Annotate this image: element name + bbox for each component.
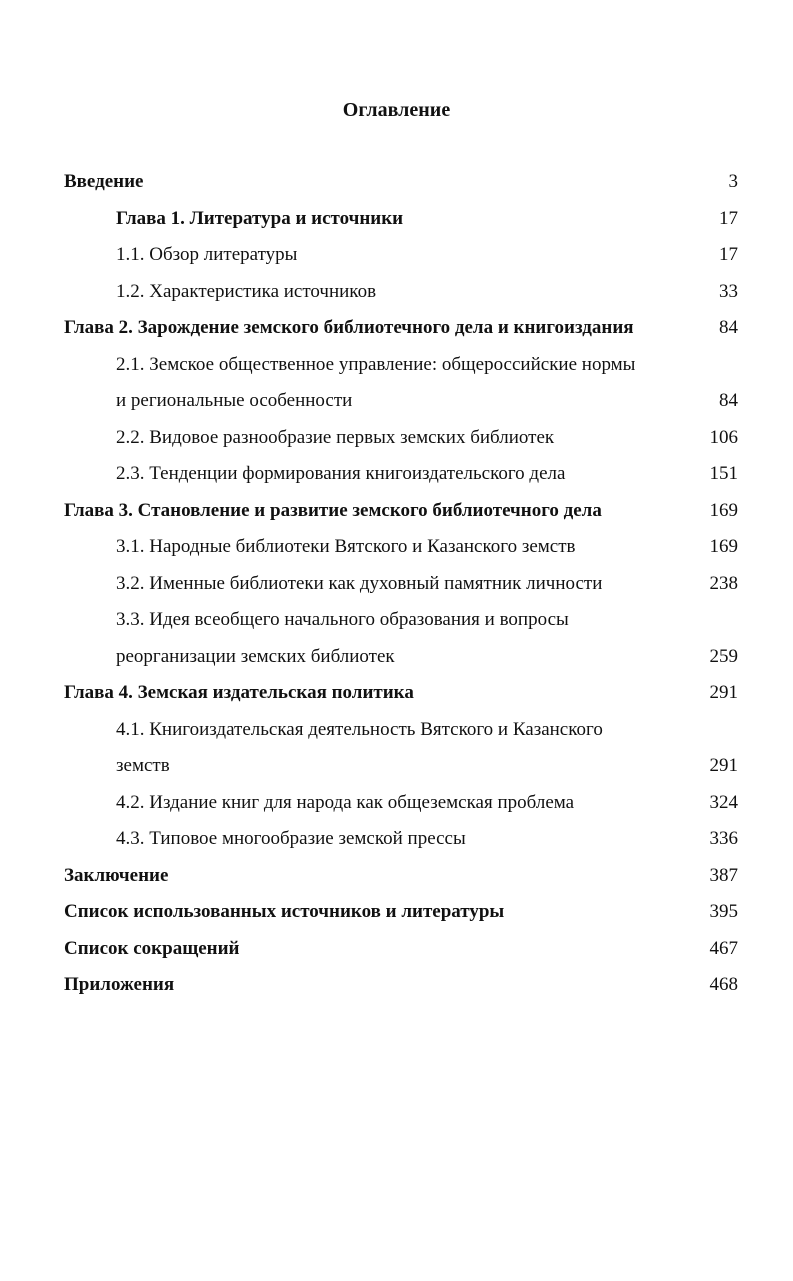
toc-entry[interactable] — [64, 971, 738, 998]
toc-entry-title: 3.2. Именные библиотеки как духовный памятник личности — [116, 572, 603, 594]
table-of-contents — [64, 168, 738, 1008]
toc-entry-title: 3.1. Народные библиотеки Вятского и Казанского земств — [116, 536, 576, 557]
toc-entry[interactable] — [64, 898, 738, 925]
toc-entry[interactable] — [64, 351, 738, 378]
toc-entry-title: 1.1. Обзор литературы — [116, 244, 298, 265]
toc-entry-page-number: 395 — [709, 901, 738, 922]
toc-entry-page-number: 291 — [709, 682, 738, 703]
toc-entry-title: 4.1. Книгоиздательская деятельность Вятского и Казанского — [116, 718, 603, 740]
toc-entry[interactable] — [64, 643, 738, 670]
toc-entry-title: 3.3. Идея всеобщего начального образования и вопросы — [116, 609, 569, 630]
toc-entry-page-number: 84 — [719, 390, 738, 411]
toc-entry-page-number: 336 — [709, 828, 738, 849]
toc-entry[interactable] — [64, 168, 738, 195]
toc-entry-page-number: 467 — [709, 937, 738, 959]
toc-entry-title: Глава 3. Становление и развитие земского библиотечного дела — [64, 499, 602, 521]
toc-entry-page-number: 84 — [719, 317, 738, 338]
toc-entry-title: земств — [116, 755, 170, 776]
toc-entry-page-number: 259 — [709, 645, 738, 667]
toc-entry-page-number: 33 — [719, 280, 738, 302]
toc-entry[interactable] — [64, 789, 738, 816]
toc-entry-page-number: 3 — [728, 171, 738, 192]
toc-entry[interactable] — [64, 752, 738, 779]
toc-entry[interactable] — [64, 570, 738, 597]
toc-entry-title: Приложения — [64, 974, 175, 995]
toc-entry[interactable] — [64, 314, 738, 341]
toc-entry-title: 1.2. Характеристика источников — [116, 280, 377, 302]
toc-entry-title: 2.1. Земское общественное управление: общероссийские нормы — [116, 353, 636, 375]
toc-entry[interactable] — [64, 387, 738, 414]
toc-entry-title: реорганизации земских библиотек — [116, 645, 395, 667]
toc-entry-title: 4.3. Типовое многообразие земской прессы — [116, 828, 466, 849]
toc-entry-title: Глава 4. Земская издательская политика — [64, 682, 414, 703]
toc-entry-title: 2.3. Тенденции формирования книгоиздательского дела — [116, 463, 566, 484]
toc-entry-title: 2.2. Видовое разнообразие первых земских библиотек — [116, 426, 555, 448]
toc-entry-page-number: 106 — [709, 426, 738, 448]
toc-entry-title: Введение — [64, 171, 144, 192]
toc-entry-page-number: 169 — [709, 499, 738, 521]
page-title: Оглавление — [342, 99, 451, 121]
toc-entry[interactable] — [64, 460, 738, 487]
toc-entry[interactable] — [64, 497, 738, 524]
toc-entry[interactable] — [64, 606, 738, 633]
toc-entry-page-number: 387 — [709, 864, 738, 886]
toc-entry[interactable] — [64, 533, 738, 560]
toc-entry[interactable] — [64, 424, 738, 451]
toc-entry[interactable] — [64, 862, 738, 889]
toc-entry-page-number: 169 — [709, 536, 738, 557]
toc-entry[interactable] — [64, 716, 738, 743]
toc-entry-title: и региональные особенности — [116, 390, 353, 411]
toc-entry-title: 4.2. Издание книг для народа как общеземская проблема — [116, 791, 575, 813]
toc-entry-page-number: 151 — [709, 463, 738, 484]
toc-entry[interactable] — [64, 241, 738, 268]
toc-entry-title: Заключение — [64, 864, 169, 886]
toc-entry-title: Список сокращений — [64, 937, 240, 959]
toc-entry[interactable] — [64, 205, 738, 232]
toc-entry-title: Глава 1. Литература и источники — [116, 207, 404, 229]
toc-entry-page-number: 324 — [709, 791, 738, 813]
toc-entry-title: Список использованных источников и литературы — [64, 901, 505, 922]
toc-entry-page-number: 17 — [719, 207, 738, 229]
toc-entry[interactable] — [64, 278, 738, 305]
toc-entry-page-number: 468 — [709, 974, 738, 995]
toc-entry-page-number: 17 — [719, 244, 738, 265]
toc-entry-page-number: 238 — [709, 572, 738, 594]
toc-entry[interactable] — [64, 679, 738, 706]
toc-entry[interactable] — [64, 935, 738, 962]
toc-entry-title: Глава 2. Зарождение земского библиотечного дела и книгоиздания — [64, 317, 634, 338]
toc-entry-page-number: 291 — [709, 755, 738, 776]
toc-entry[interactable] — [64, 825, 738, 852]
